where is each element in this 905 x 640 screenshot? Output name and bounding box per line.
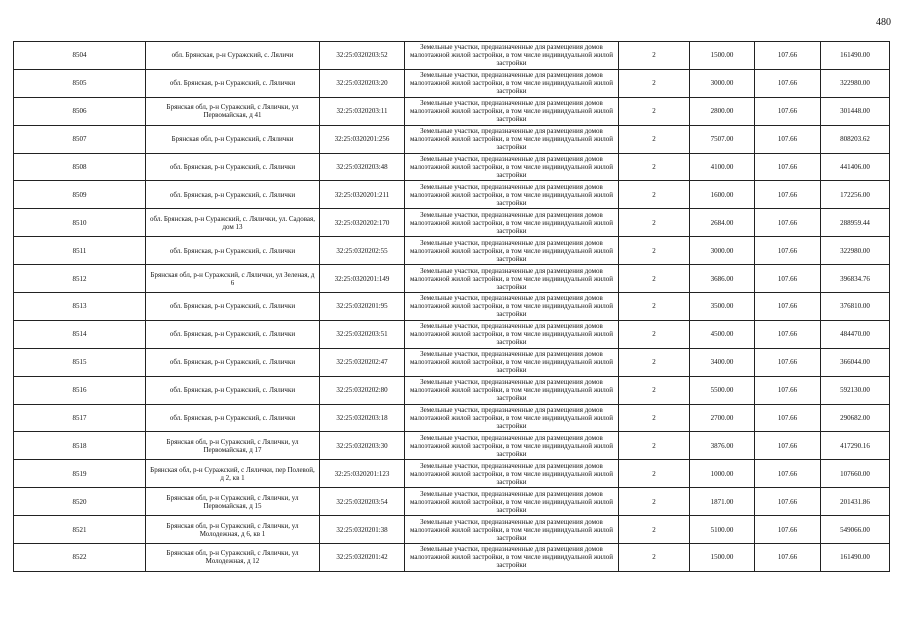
row-number-cell: 8507 [14,125,146,153]
cadastral-number-cell: 32:25:0320203:30 [320,432,405,460]
cadastral-number-cell: 32:25:0320202:170 [320,209,405,237]
address-cell: Брянская обл, р-н Суражский, с Лялички, пер Полевой, д 2, кв 1 [146,460,320,488]
cadastral-number-cell: 32:25:0320203:18 [320,404,405,432]
table-row [14,488,890,516]
land-use-cell: Земельные участки, предназначенные для размещения домов малоэтажной жилой застройки, в том числе индивидуальной жилой застройки [405,320,619,348]
specific-value-cell: 107.66 [755,460,821,488]
address-cell: обл. Брянская, р-н Суражский, с. Лялички [146,376,320,404]
area-cell: 3400.00 [690,348,755,376]
group-cell: 2 [619,404,690,432]
group-cell: 2 [619,516,690,544]
cadastral-value-cell: 592130.00 [821,376,890,404]
cadastral-number-cell: 32:25:0320202:55 [320,237,405,265]
cadastral-value-cell: 322980.00 [821,237,890,265]
land-use-cell: Земельные участки, предназначенные для размещения домов малоэтажной жилой застройки, в том числе индивидуальной жилой застройки [405,348,619,376]
specific-value-cell: 107.66 [755,348,821,376]
address-cell: Брянская обл, р-н Суражский, с Лялички, ул Первомайская, д 17 [146,432,320,460]
address-cell: обл. Брянская, р-н Суражский, с. Лялички, ул. Садовая, дом 13 [146,209,320,237]
cadastral-number-cell: 32:25:0320201:256 [320,125,405,153]
address-cell: Брянская обл, р-н Суражский, с Лялички, ул Молодежная, д 6, кв 1 [146,516,320,544]
specific-value-cell: 107.66 [755,265,821,293]
cadastral-number-cell: 32:25:0320203:48 [320,153,405,181]
group-cell: 2 [619,376,690,404]
row-number-cell: 8520 [14,488,146,516]
address-cell: обл. Брянская, р-н Суражский, с. Лялички [146,348,320,376]
row-number-cell: 8512 [14,265,146,293]
group-cell: 2 [619,209,690,237]
area-cell: 4500.00 [690,320,755,348]
cadastral-value-cell: 417290.16 [821,432,890,460]
group-cell: 2 [619,488,690,516]
table-row [14,69,890,97]
land-use-cell: Земельные участки, предназначенные для размещения домов малоэтажной жилой застройки, в том числе индивидуальной жилой застройки [405,488,619,516]
address-cell: обл. Брянская, р-н Суражский, с. Лялички [146,293,320,321]
group-cell: 2 [619,181,690,209]
address-cell: Брянская обл, р-н Суражский, с Лялички, ул Молодежная, д 12 [146,544,320,572]
specific-value-cell: 107.66 [755,125,821,153]
cadastral-value-cell: 396834.76 [821,265,890,293]
specific-value-cell: 107.66 [755,209,821,237]
cadastral-number-cell: 32:25:0320202:47 [320,348,405,376]
cadastral-value-table [13,41,890,572]
address-cell: обл. Брянская, р-н Суражский, с. Лялички [146,153,320,181]
cadastral-number-cell: 32:25:0320203:20 [320,69,405,97]
land-use-cell: Земельные участки, предназначенные для размещения домов малоэтажной жилой застройки, в том числе индивидуальной жилой застройки [405,404,619,432]
land-use-cell: Земельные участки, предназначенные для размещения домов малоэтажной жилой застройки, в том числе индивидуальной жилой застройки [405,125,619,153]
area-cell: 1500.00 [690,544,755,572]
land-use-cell: Земельные участки, предназначенные для размещения домов малоэтажной жилой застройки, в том числе индивидуальной жилой застройки [405,209,619,237]
cadastral-number-cell: 32:25:0320201:95 [320,293,405,321]
specific-value-cell: 107.66 [755,97,821,125]
table-body [14,42,890,572]
group-cell: 2 [619,69,690,97]
specific-value-cell: 107.66 [755,237,821,265]
land-use-cell: Земельные участки, предназначенные для размещения домов малоэтажной жилой застройки, в том числе индивидуальной жилой застройки [405,432,619,460]
land-use-cell: Земельные участки, предназначенные для размещения домов малоэтажной жилой застройки, в том числе индивидуальной жилой застройки [405,153,619,181]
area-cell: 3000.00 [690,69,755,97]
area-cell: 1600.00 [690,181,755,209]
address-cell: Брянская обл, р-н Суражский, с Лялички, ул Первомайская, д 15 [146,488,320,516]
cadastral-number-cell: 32:25:0320203:52 [320,42,405,70]
cadastral-number-cell: 32:25:0320203:51 [320,320,405,348]
table-row [14,460,890,488]
address-cell: обл. Брянская, р-н Суражский, с. Лялички [146,404,320,432]
group-cell: 2 [619,265,690,293]
specific-value-cell: 107.66 [755,544,821,572]
address-cell: обл. Брянская, р-н Суражский, с. Лялички [146,69,320,97]
row-number-cell: 8509 [14,181,146,209]
table-row [14,320,890,348]
cadastral-value-cell: 301448.00 [821,97,890,125]
land-use-cell: Земельные участки, предназначенные для размещения домов малоэтажной жилой застройки, в том числе индивидуальной жилой застройки [405,97,619,125]
address-cell: обл. Брянская, р-н Суражский, с. Лялички [146,237,320,265]
land-use-cell: Земельные участки, предназначенные для размещения домов малоэтажной жилой застройки, в том числе индивидуальной жилой застройки [405,237,619,265]
cadastral-number-cell: 32:25:0320201:38 [320,516,405,544]
row-number-cell: 8505 [14,69,146,97]
cadastral-value-cell: 484470.00 [821,320,890,348]
cadastral-value-cell: 107660.00 [821,460,890,488]
cadastral-number-cell: 32:25:0320202:80 [320,376,405,404]
specific-value-cell: 107.66 [755,432,821,460]
row-number-cell: 8513 [14,293,146,321]
area-cell: 2684.00 [690,209,755,237]
group-cell: 2 [619,432,690,460]
address-cell: Брянская обл, р-н Суражский, с Лялички, ул Зеленая, д 6 [146,265,320,293]
land-use-cell: Земельные участки, предназначенные для размещения домов малоэтажной жилой застройки, в том числе индивидуальной жилой застройки [405,42,619,70]
area-cell: 1000.00 [690,460,755,488]
area-cell: 4100.00 [690,153,755,181]
table-row [14,516,890,544]
cadastral-value-cell: 288959.44 [821,209,890,237]
land-use-cell: Земельные участки, предназначенные для размещения домов малоэтажной жилой застройки, в том числе индивидуальной жилой застройки [405,265,619,293]
cadastral-number-cell: 32:25:0320203:54 [320,488,405,516]
area-cell: 2800.00 [690,97,755,125]
land-use-cell: Земельные участки, предназначенные для размещения домов малоэтажной жилой застройки, в том числе индивидуальной жилой застройки [405,293,619,321]
cadastral-value-cell: 366044.00 [821,348,890,376]
row-number-cell: 8508 [14,153,146,181]
land-use-cell: Земельные участки, предназначенные для размещения домов малоэтажной жилой застройки, в том числе индивидуальной жилой застройки [405,376,619,404]
area-cell: 3686.00 [690,265,755,293]
land-use-cell: Земельные участки, предназначенные для размещения домов малоэтажной жилой застройки, в том числе индивидуальной жилой застройки [405,544,619,572]
table-row [14,404,890,432]
row-number-cell: 8518 [14,432,146,460]
row-number-cell: 8522 [14,544,146,572]
cadastral-value-cell: 441406.00 [821,153,890,181]
cadastral-number-cell: 32:25:0320201:211 [320,181,405,209]
table-row [14,181,890,209]
cadastral-value-cell: 161490.00 [821,544,890,572]
specific-value-cell: 107.66 [755,376,821,404]
address-cell: Брянская обл, р-н Суражский, с Лялички [146,125,320,153]
group-cell: 2 [619,153,690,181]
table-row [14,293,890,321]
group-cell: 2 [619,97,690,125]
specific-value-cell: 107.66 [755,516,821,544]
page-number: 480 [876,17,891,28]
table-row [14,348,890,376]
cadastral-value-cell: 201431.86 [821,488,890,516]
area-cell: 2700.00 [690,404,755,432]
specific-value-cell: 107.66 [755,42,821,70]
group-cell: 2 [619,42,690,70]
table-row [14,376,890,404]
cadastral-value-cell: 322980.00 [821,69,890,97]
cadastral-value-cell: 376810.00 [821,293,890,321]
area-cell: 5100.00 [690,516,755,544]
land-use-cell: Земельные участки, предназначенные для размещения домов малоэтажной жилой застройки, в том числе индивидуальной жилой застройки [405,460,619,488]
cadastral-value-cell: 290682.00 [821,404,890,432]
table-row [14,125,890,153]
land-use-cell: Земельные участки, предназначенные для размещения домов малоэтажной жилой застройки, в том числе индивидуальной жилой застройки [405,181,619,209]
area-cell: 3876.00 [690,432,755,460]
group-cell: 2 [619,544,690,572]
cadastral-number-cell: 32:25:0320203:11 [320,97,405,125]
address-cell: Брянская обл, р-н Суражский, с Лялички, ул Первомайская, д 41 [146,97,320,125]
cadastral-number-cell: 32:25:0320201:123 [320,460,405,488]
table-row [14,209,890,237]
row-number-cell: 8506 [14,97,146,125]
cadastral-number-cell: 32:25:0320201:149 [320,265,405,293]
cadastral-value-cell: 172256.00 [821,181,890,209]
specific-value-cell: 107.66 [755,404,821,432]
row-number-cell: 8515 [14,348,146,376]
table-row [14,432,890,460]
table-row [14,42,890,70]
address-cell: обл. Брянская, р-н Суражский, с. Лялички [146,181,320,209]
row-number-cell: 8504 [14,42,146,70]
cadastral-value-cell: 549066.00 [821,516,890,544]
area-cell: 5500.00 [690,376,755,404]
table-row [14,237,890,265]
group-cell: 2 [619,348,690,376]
address-cell: обл. Брянская, р-н Суражский, с. Лялички [146,320,320,348]
group-cell: 2 [619,320,690,348]
area-cell: 3000.00 [690,237,755,265]
row-number-cell: 8519 [14,460,146,488]
area-cell: 3500.00 [690,293,755,321]
land-use-cell: Земельные участки, предназначенные для размещения домов малоэтажной жилой застройки, в том числе индивидуальной жилой застройки [405,516,619,544]
table-row [14,544,890,572]
row-number-cell: 8516 [14,376,146,404]
table-row [14,153,890,181]
group-cell: 2 [619,293,690,321]
row-number-cell: 8514 [14,320,146,348]
row-number-cell: 8517 [14,404,146,432]
area-cell: 1871.00 [690,488,755,516]
row-number-cell: 8511 [14,237,146,265]
specific-value-cell: 107.66 [755,488,821,516]
specific-value-cell: 107.66 [755,69,821,97]
address-cell: обл. Брянская, р-н Суражский, с. Ляличи [146,42,320,70]
table-row [14,97,890,125]
table-row [14,265,890,293]
group-cell: 2 [619,460,690,488]
land-use-cell: Земельные участки, предназначенные для размещения домов малоэтажной жилой застройки, в том числе индивидуальной жилой застройки [405,69,619,97]
specific-value-cell: 107.66 [755,293,821,321]
specific-value-cell: 107.66 [755,320,821,348]
row-number-cell: 8510 [14,209,146,237]
area-cell: 1500.00 [690,42,755,70]
specific-value-cell: 107.66 [755,181,821,209]
specific-value-cell: 107.66 [755,153,821,181]
cadastral-number-cell: 32:25:0320201:42 [320,544,405,572]
area-cell: 7507.00 [690,125,755,153]
row-number-cell: 8521 [14,516,146,544]
group-cell: 2 [619,237,690,265]
group-cell: 2 [619,125,690,153]
cadastral-value-cell: 161490.00 [821,42,890,70]
cadastral-value-cell: 808203.62 [821,125,890,153]
